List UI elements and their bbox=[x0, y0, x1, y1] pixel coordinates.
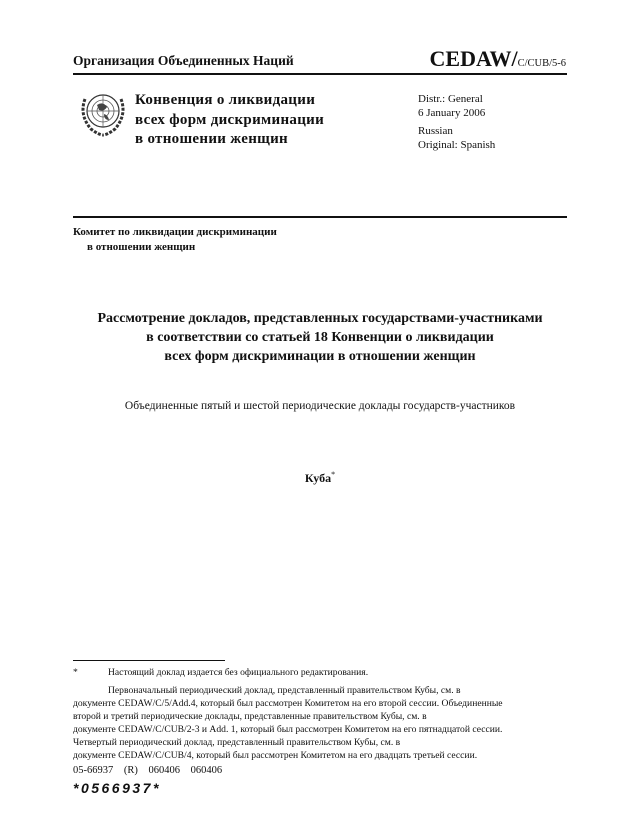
footnote-line: Первоначальный периодический доклад, представленный правительством Кубы, см. в bbox=[108, 685, 461, 696]
un-emblem-icon bbox=[77, 87, 129, 139]
document-date: 6 January 2006 bbox=[418, 107, 486, 119]
committee-line: в отношении женщин bbox=[87, 241, 196, 253]
committee-name bbox=[73, 225, 277, 255]
footnote-line: второй и третий периодические доклады, представленные правительством Кубы, см. в bbox=[73, 711, 427, 722]
footnote-mark: * bbox=[73, 667, 78, 678]
footnote-line: документе CEDAW/C/5/Add.4, который был рассмотрен Комитетом на его второй сессии. Объединенные bbox=[73, 698, 503, 709]
language: Russian bbox=[418, 125, 453, 137]
distribution-info bbox=[418, 92, 495, 152]
convention-line: всех форм дискриминации bbox=[135, 111, 325, 128]
footnote-line: документе CEDAW/C/CUB/4, который был рассмотрен Комитетом на его двадцать третьей сессии. bbox=[73, 750, 478, 761]
convention-line: в отношении женщин bbox=[135, 131, 288, 147]
convention-title bbox=[135, 91, 324, 150]
footnote-line: Четвертый периодический доклад, представленный правительством Кубы, см. в bbox=[73, 737, 401, 748]
footnote-rule bbox=[73, 660, 225, 661]
footnote bbox=[73, 666, 503, 762]
symbol-suffix: C/CUB/5-6 bbox=[517, 58, 566, 69]
symbol-main: CEDAW/ bbox=[429, 46, 518, 71]
document-number: 05-66937 (R) 060406 060406 bbox=[73, 765, 223, 776]
title-line: всех форм дискриминации в отношении женщин bbox=[164, 349, 476, 364]
committee-line: Комитет по ликвидации дискриминации bbox=[73, 226, 277, 238]
title-line: Рассмотрение докладов, представленных государствами-участниками bbox=[97, 311, 543, 326]
footnote-line: документе CEDAW/C/CUB/2-3 и Add. 1, который был рассмотрен Комитетом на его пятнадцатой сессии. bbox=[73, 724, 503, 735]
country-name: Куба bbox=[304, 471, 332, 485]
country-heading bbox=[0, 470, 640, 486]
original-language: Original: Spanish bbox=[418, 139, 496, 151]
document-title bbox=[0, 309, 640, 366]
title-line: в соответствии со статьей 18 Конвенции о ликвидации bbox=[146, 330, 494, 345]
section-rule bbox=[73, 216, 567, 218]
convention-line: Конвенция о ликвидации bbox=[135, 92, 316, 108]
barcode-text: *0566937* bbox=[73, 780, 161, 796]
footnote-marker: * bbox=[331, 470, 336, 479]
document-symbol bbox=[430, 46, 566, 72]
distribution: Distr.: General bbox=[418, 93, 483, 105]
organization-name: Организация Объединенных Наций bbox=[73, 53, 294, 68]
footnote-text: Настоящий доклад издается без официального редактирования. bbox=[108, 667, 369, 678]
header-rule bbox=[73, 73, 567, 75]
document-subtitle: Объединенные пятый и шестой периодические доклады государств-участников bbox=[124, 400, 516, 412]
